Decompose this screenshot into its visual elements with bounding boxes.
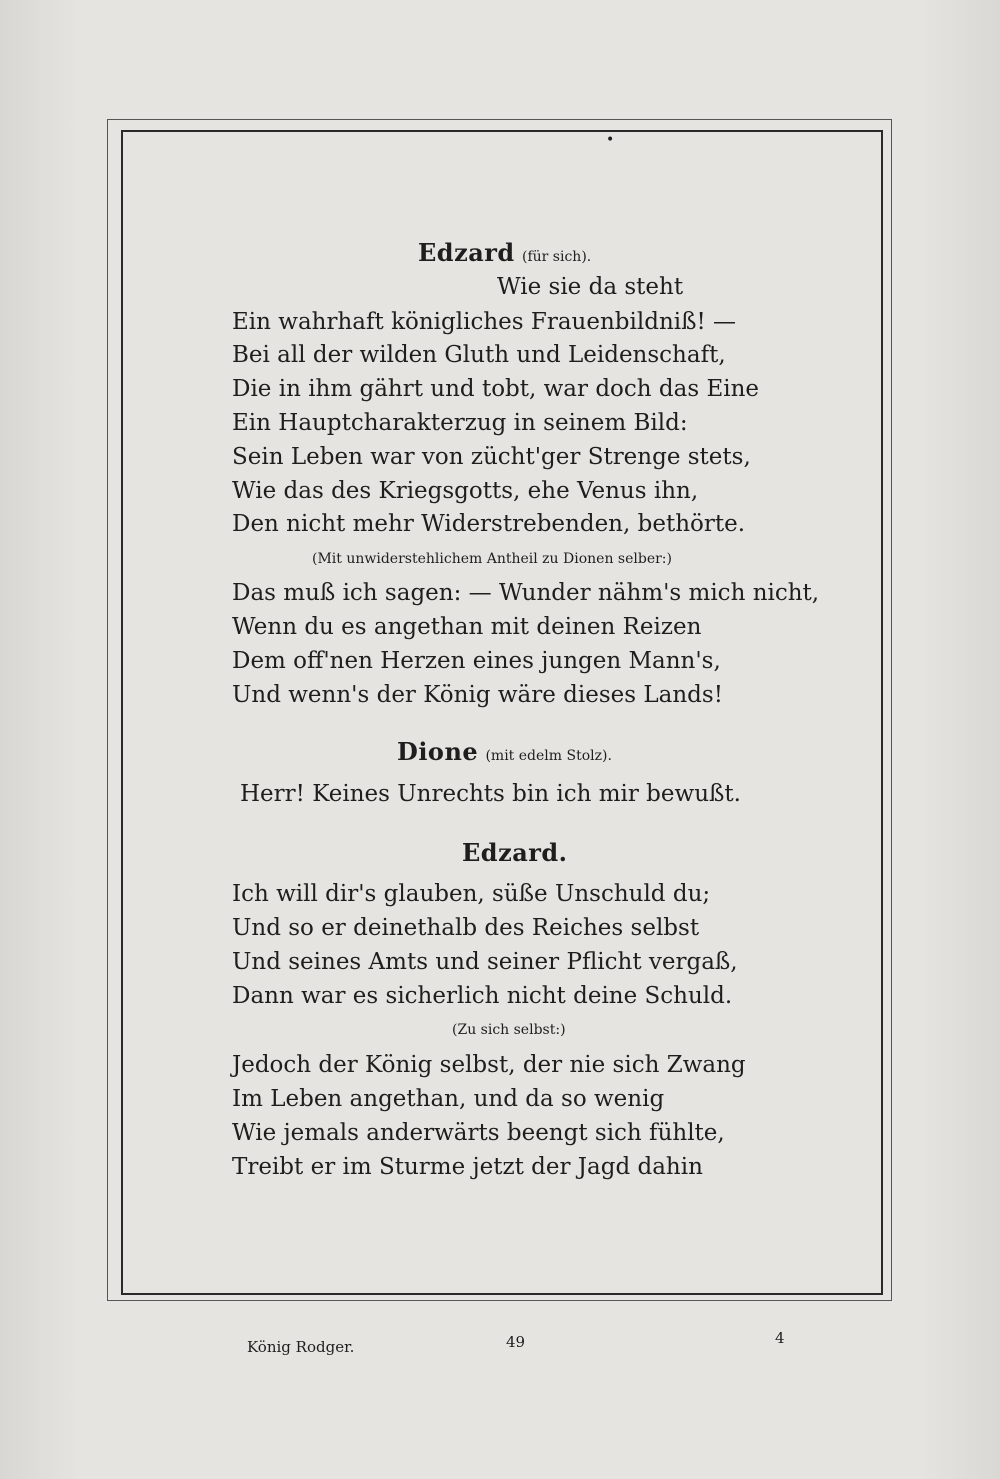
verse-line: Das muß ich sagen: — Wunder nähm's mich nicht, <box>232 580 820 606</box>
stage-direction: (Zu sich selbst:) <box>452 1022 566 1038</box>
verse-line: Dem off'nen Herzen eines jungen Mann's, <box>232 648 721 674</box>
verse-line: Und so er deinethalb des Reiches selbst <box>232 915 700 941</box>
verse-line: Ich will dir's glauben, süße Unschuld du; <box>232 881 711 907</box>
stage-direction: (mit edelm Stolz). <box>485 748 612 764</box>
verse-line: Den nicht mehr Widerstrebenden, bethörte. <box>232 511 746 537</box>
speaker-name: Edzard <box>418 238 515 267</box>
speaker-name: Dione <box>397 737 479 766</box>
signature-mark: 4 <box>775 1329 785 1347</box>
verse-line: Wie das des Kriegsgotts, ehe Venus ihn, <box>232 478 699 504</box>
page-number: 49 <box>506 1333 526 1351</box>
verse-line: Ein Hauptcharakterzug in seinem Bild: <box>232 410 688 436</box>
verse-line: Treibt er im Sturme jetzt der Jagd dahin <box>232 1154 703 1180</box>
verse-line: Wie jemals anderwärts beengt sich fühlte, <box>232 1120 725 1146</box>
footer-title: König Rodger. <box>247 1338 355 1356</box>
verse-line: Jedoch der König selbst, der nie sich Zwang <box>232 1052 746 1078</box>
verse-line: Die in ihm gährt und tobt, war doch das Eine <box>232 376 760 402</box>
verse-line: Ein wahrhaft königliches Frauenbildniß! — <box>232 309 737 335</box>
ink-dot: • <box>606 132 615 148</box>
verse-line: Im Leben angethan, und da so wenig <box>232 1086 665 1112</box>
verse-line: Wenn du es angethan mit deinen Reizen <box>232 614 702 640</box>
verse-line: Sein Leben war von zücht'ger Strenge stets, <box>232 444 751 470</box>
verse-line: Wie sie da steht <box>497 274 684 300</box>
speaker-heading-edzard-2 <box>462 838 568 869</box>
verse-line: Bei all der wilden Gluth und Leidenschaft, <box>232 342 726 368</box>
verse-line: Dann war es sicherlich nicht deine Schuld. <box>232 983 733 1009</box>
stage-direction: (Mit unwiderstehlichem Antheil zu Dionen selber:) <box>312 551 672 567</box>
stage-direction: (für sich). <box>522 249 592 265</box>
verse-line: Herr! Keines Unrechts bin ich mir bewußt. <box>240 781 741 807</box>
speaker-heading-edzard <box>418 238 591 272</box>
verse-line: Und seines Amts und seiner Pflicht vergaß, <box>232 949 738 975</box>
speaker-heading-dione <box>397 737 612 771</box>
verse-line: Und wenn's der König wäre dieses Lands! <box>232 682 723 708</box>
speaker-name: Edzard. <box>462 838 568 867</box>
